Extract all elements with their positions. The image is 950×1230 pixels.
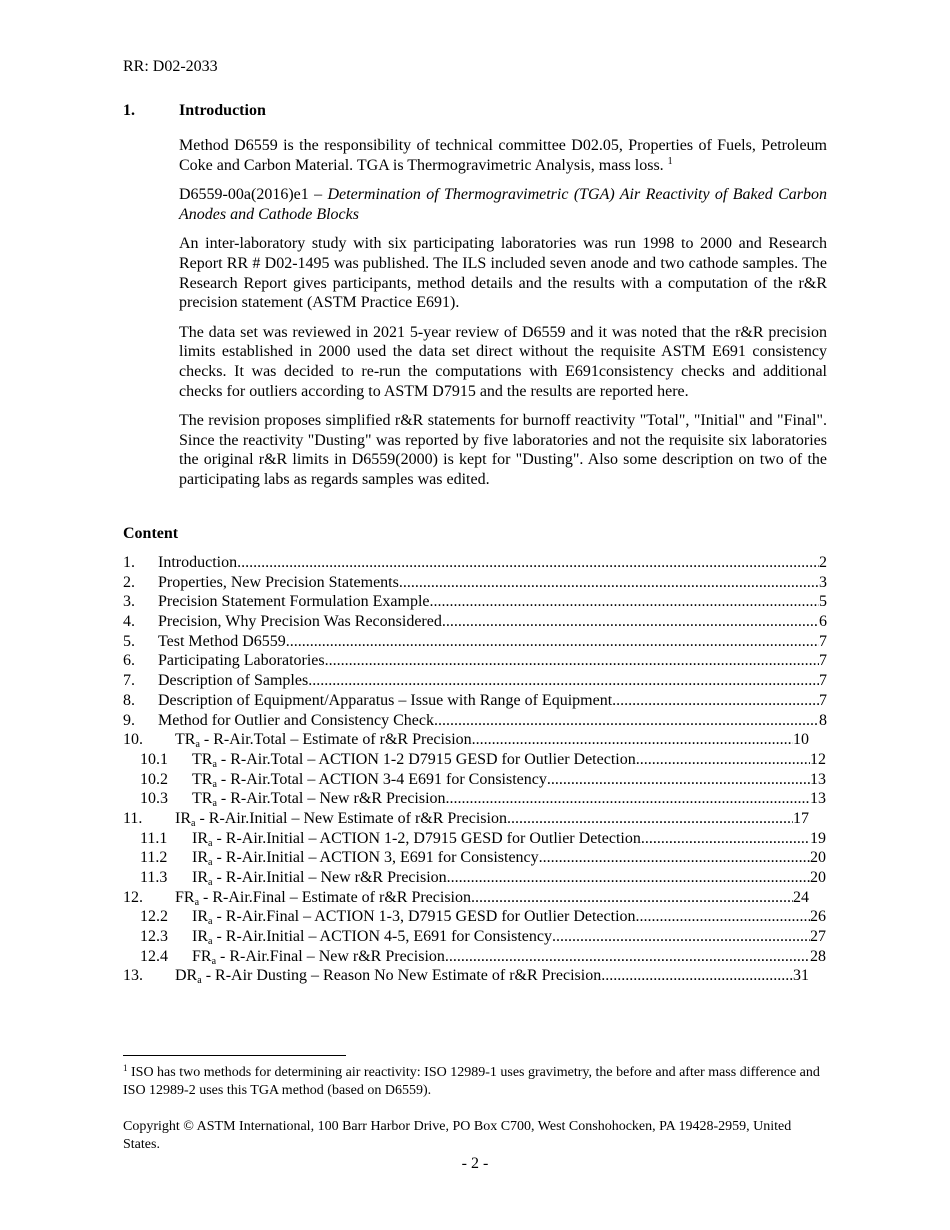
toc-entry-symbol: IR xyxy=(192,928,208,946)
toc-entry-symbol: DR xyxy=(175,967,198,985)
toc-entry-subscript: a xyxy=(208,837,213,849)
toc-entry-label xyxy=(158,574,399,592)
footnote-marker: 1 xyxy=(123,1063,128,1073)
toc-entry-page: 10 xyxy=(793,731,809,749)
toc-entry-symbol: IR xyxy=(175,809,191,827)
toc-dot-leader xyxy=(471,889,793,907)
toc-entry-page: 2 xyxy=(819,554,827,571)
toc-entry-number: 3. xyxy=(123,593,135,611)
toc-dot-leader xyxy=(447,869,810,887)
toc-entry-label xyxy=(158,593,430,611)
toc-dot-leader xyxy=(325,652,819,670)
toc-entry[interactable] xyxy=(123,613,827,633)
toc-entry-text: - R-Air Dusting – Reason No New Estimate of r&R Precision xyxy=(201,967,602,985)
toc-entry[interactable] xyxy=(123,593,827,613)
footnote xyxy=(123,1064,827,1100)
toc-entry-symbol: IR xyxy=(192,829,208,847)
toc-dot-leader xyxy=(552,928,810,946)
toc-entry-text: - R-Air.Final – ACTION 1-3, D7915 GESD for Outlier Detection xyxy=(212,908,636,926)
toc-entry-symbol: IR xyxy=(192,908,208,926)
toc-entry-text: - R-Air.Initial – ACTION 4-5, E691 for Consistency xyxy=(212,928,552,946)
toc-entry[interactable] xyxy=(123,830,826,850)
toc-entry-page: 19 xyxy=(810,829,826,847)
footnote-text: ISO has two methods for determining air reactivity: ISO 12989-1 uses gravimetry, the before and after mass difference and ISO 12989-2 uses this TGA method (based on D6559). xyxy=(123,1065,820,1098)
toc-entry[interactable] xyxy=(123,633,827,653)
toc-dot-leader xyxy=(308,672,819,690)
toc-entry-page: 7 xyxy=(819,632,827,650)
toc-entry-subscript: a xyxy=(212,758,217,770)
toc-entry-number: 6. xyxy=(123,652,135,670)
toc-entry-number: 2. xyxy=(123,573,135,591)
toc-entry-label xyxy=(158,672,308,690)
toc-entry-text: Precision, Why Precision Was Reconsidered xyxy=(158,613,442,631)
toc-entry-page: 5 xyxy=(819,593,827,611)
toc-entry-subscript: a xyxy=(208,877,213,888)
toc-entry[interactable] xyxy=(123,672,827,692)
toc-entry-label xyxy=(175,731,472,749)
toc-dot-leader xyxy=(547,771,810,789)
toc-entry-subscript: a xyxy=(212,798,217,810)
toc-entry-subscript: a xyxy=(208,936,213,948)
toc-entry-number: 10. xyxy=(123,731,143,749)
toc-entry-number: 1. xyxy=(123,554,135,571)
toc-entry-text: - R-Air.Total – ACTION 3-4 E691 for Consistency xyxy=(216,770,547,788)
toc-entry-number: 12. xyxy=(123,888,143,906)
toc-entry-text: - R-Air.Total – ACTION 1-2 D7915 GESD for Outlier Detection xyxy=(216,750,636,768)
paragraph-1-text: Method D6559 is the responsibility of technical committee D02.05, Properties of Fuels, Petroleum Coke and Carbon Material. TGA is Thermogravimetric Analysis, mass loss. xyxy=(179,137,827,174)
standard-designation: D6559-00a(2016)e1 – xyxy=(179,186,328,204)
toc-entry[interactable] xyxy=(123,554,827,574)
toc-entry[interactable] xyxy=(123,751,826,771)
toc-entry-label xyxy=(158,692,612,710)
toc-entry-subscript: a xyxy=(208,916,213,928)
toc-entry-symbol: IR xyxy=(192,849,208,867)
toc-entry-symbol: FR xyxy=(192,947,212,965)
toc-entry-number: 11. xyxy=(123,809,143,827)
toc-entry[interactable] xyxy=(123,948,826,968)
toc-entry-page: 27 xyxy=(810,928,826,946)
toc-entry-page: 3 xyxy=(819,573,827,591)
toc-entry-page: 7 xyxy=(819,691,827,709)
toc-entry-page: 7 xyxy=(819,652,827,670)
paragraph-4: The data set was reviewed in 2021 5-year review of D6559 and it was noted that the r&R precision limits established in 2000 used the data set direct without the requisite ASTM E691 consistency checks. It was decided to re-run the computations with E691consistency checks and additional checks for outliers according to ASTM D7915 and the results are reported here. xyxy=(179,323,827,400)
toc-entry-page: 12 xyxy=(810,750,826,768)
toc-dot-leader xyxy=(612,692,819,710)
toc-entry-text: - R-Air.Total – Estimate of r&R Precision xyxy=(199,731,472,749)
toc-entry-label xyxy=(175,810,507,828)
introduction-body xyxy=(179,136,827,500)
toc-entry[interactable] xyxy=(123,889,809,909)
toc-entry-number: 11.1 xyxy=(140,829,168,847)
toc-entry-label xyxy=(192,948,445,966)
toc-entry-label xyxy=(192,751,636,769)
toc-entry-number: 8. xyxy=(123,691,135,709)
toc-entry[interactable] xyxy=(123,908,826,928)
copyright-notice: Copyright © ASTM International, 100 Barr Harbor Drive, PO Box C700, West Conshohocken, PA 19428-2959, United States. xyxy=(123,1119,792,1152)
toc-entry-symbol: TR xyxy=(192,790,213,808)
toc-entry-symbol: TR xyxy=(192,750,213,768)
toc-entry-text: Description of Equipment/Apparatus – Issue with Range of Equipment xyxy=(158,691,613,709)
toc-entry-label xyxy=(158,633,286,651)
toc-dot-leader xyxy=(636,908,810,926)
toc-entry[interactable] xyxy=(123,967,809,987)
toc-entry-symbol: FR xyxy=(175,888,195,906)
toc-dot-leader xyxy=(237,554,819,572)
toc-entry-text: - R-Air.Final – New r&R Precision xyxy=(216,947,445,965)
toc-entry-page: 31 xyxy=(793,967,809,985)
toc-entry[interactable] xyxy=(123,849,826,869)
toc-entry-subscript: a xyxy=(211,955,217,967)
toc-entry-label xyxy=(192,928,552,946)
toc-entry-text: Properties, New Precision Statements xyxy=(158,573,399,591)
toc-entry-text: Participating Laboratories xyxy=(158,652,325,670)
toc-entry-page: 20 xyxy=(810,849,826,867)
toc-entry[interactable] xyxy=(123,712,827,732)
toc-dot-leader xyxy=(601,967,793,985)
toc-entry-number: 13. xyxy=(123,967,143,985)
toc-entry-text: Precision Statement Formulation Example xyxy=(158,593,430,611)
toc-entry-symbol: IR xyxy=(192,869,208,886)
toc-entry[interactable] xyxy=(123,928,826,948)
toc-entry-label xyxy=(158,652,325,670)
toc-dot-leader xyxy=(399,574,819,592)
toc-entry-number: 10.1 xyxy=(140,750,168,768)
toc-entry-page: 7 xyxy=(819,672,827,690)
toc-entry-number: 11.2 xyxy=(140,849,168,867)
toc-entry-text: Introduction xyxy=(158,554,238,571)
toc-entry-page: 8 xyxy=(819,711,827,729)
table-of-contents xyxy=(123,554,827,987)
toc-entry[interactable] xyxy=(123,869,826,889)
paragraph-1 xyxy=(179,136,827,175)
toc-entry-text: - R-Air.Total – New r&R Precision xyxy=(216,790,446,808)
toc-entry-number: 10.2 xyxy=(140,770,168,788)
toc-entry-text: - R-Air.Initial – New r&R Precision xyxy=(212,869,447,886)
section-number: 1. xyxy=(123,102,135,119)
toc-entry-page: 20 xyxy=(810,869,826,886)
toc-dot-leader xyxy=(442,613,819,631)
toc-entry-label xyxy=(192,790,446,808)
toc-dot-leader xyxy=(539,849,810,867)
toc-entry-label xyxy=(192,771,547,789)
toc-entry[interactable] xyxy=(123,810,809,830)
toc-dot-leader xyxy=(286,633,819,651)
toc-entry-text: Test Method D6559 xyxy=(158,632,286,650)
toc-entry-label xyxy=(158,613,442,631)
toc-entry-page: 17 xyxy=(793,809,809,827)
toc-entry-symbol: TR xyxy=(192,770,213,788)
toc-entry-label xyxy=(158,554,237,572)
paragraph-3: An inter-laboratory study with six participating laboratories was run 1998 to 2000 and Research Report RR # D02-1495 was published. The ILS included seven anode and two cathode samples. The Research Report gives participants, method details and the results with a computation of the r&R precision statement (ASTM Practice E691). xyxy=(179,235,827,312)
toc-entry-text: - R-Air.Final – Estimate of r&R Precision xyxy=(199,888,471,906)
toc-entry-subscript: a xyxy=(194,896,200,908)
footnote-divider xyxy=(123,1055,346,1056)
toc-entry-text: - R-Air.Initial – New Estimate of r&R Precision xyxy=(195,809,507,827)
toc-entry-text: - R-Air.Initial – ACTION 3, E691 for Consistency xyxy=(212,849,539,867)
content-heading: Content xyxy=(123,525,179,542)
toc-dot-leader xyxy=(445,948,810,966)
toc-entry-symbol: TR xyxy=(175,731,196,749)
toc-entry-label xyxy=(175,967,601,985)
standard-title: Determination of Thermogravimetric (TGA) Air Reactivity of Baked Carbon Anodes and Cathode Blocks xyxy=(179,186,828,223)
paragraph-2 xyxy=(179,185,827,224)
toc-entry-number: 12.3 xyxy=(140,928,168,946)
toc-entry-label xyxy=(192,908,636,926)
toc-dot-leader xyxy=(636,751,810,769)
toc-entry[interactable] xyxy=(123,771,826,791)
toc-entry-number: 10.3 xyxy=(140,790,168,808)
toc-entry-text: - R-Air.Initial – ACTION 1-2, D7915 GESD for Outlier Detection xyxy=(212,829,641,847)
toc-entry[interactable] xyxy=(123,574,827,594)
toc-entry-number: 12.4 xyxy=(140,947,168,965)
toc-entry-label xyxy=(192,830,641,848)
toc-entry-subscript: a xyxy=(208,857,213,869)
toc-dot-leader xyxy=(430,593,819,611)
toc-entry[interactable] xyxy=(123,692,827,712)
toc-dot-leader xyxy=(434,712,819,730)
toc-entry-subscript: a xyxy=(195,739,200,751)
toc-entry[interactable] xyxy=(123,731,809,751)
toc-entry-page: 24 xyxy=(793,888,809,906)
toc-entry-label xyxy=(192,869,447,887)
toc-entry[interactable] xyxy=(123,652,827,672)
toc-entry-page: 26 xyxy=(810,908,826,926)
toc-entry-number: 7. xyxy=(123,672,135,690)
paragraph-5: The revision proposes simplified r&R statements for burnoff reactivity "Total", "Initial" and "Final". Since the reactivity "Dusting" was reported by five laboratories and not the requisite six laboratories the original r&R limits in D6559(2000) is kept for "Dusting". Also some description on two of the participating labs as regards samples was edited. xyxy=(179,412,827,488)
toc-dot-leader xyxy=(641,830,810,848)
toc-dot-leader xyxy=(472,731,793,749)
toc-entry-text: Method for Outlier and Consistency Check xyxy=(158,711,434,729)
page-number: - 2 - xyxy=(461,1155,489,1172)
toc-entry-page: 13 xyxy=(810,790,826,808)
toc-entry-page: 28 xyxy=(810,947,826,965)
section-title: Introduction xyxy=(179,102,266,119)
report-id-header: RR: D02-2033 xyxy=(123,58,218,75)
toc-entry-page: 6 xyxy=(819,613,827,631)
toc-entry-number: 9. xyxy=(123,711,135,729)
toc-entry-number: 5. xyxy=(123,632,135,650)
toc-entry-number: 4. xyxy=(123,613,135,631)
toc-entry-label xyxy=(175,889,471,907)
toc-entry[interactable] xyxy=(123,790,826,810)
toc-entry-label xyxy=(192,849,539,867)
toc-entry-text: Description of Samples xyxy=(158,672,309,690)
toc-dot-leader xyxy=(507,810,793,828)
footnote-ref[interactable]: 1 xyxy=(667,155,673,167)
toc-entry-number: 11.3 xyxy=(140,869,168,886)
toc-dot-leader xyxy=(446,790,810,808)
toc-entry-label xyxy=(158,712,434,730)
toc-entry-number: 12.2 xyxy=(140,908,168,926)
toc-entry-subscript: a xyxy=(212,778,217,790)
toc-entry-subscript: a xyxy=(197,975,202,987)
toc-entry-subscript: a xyxy=(191,817,196,829)
toc-entry-page: 13 xyxy=(810,770,826,788)
